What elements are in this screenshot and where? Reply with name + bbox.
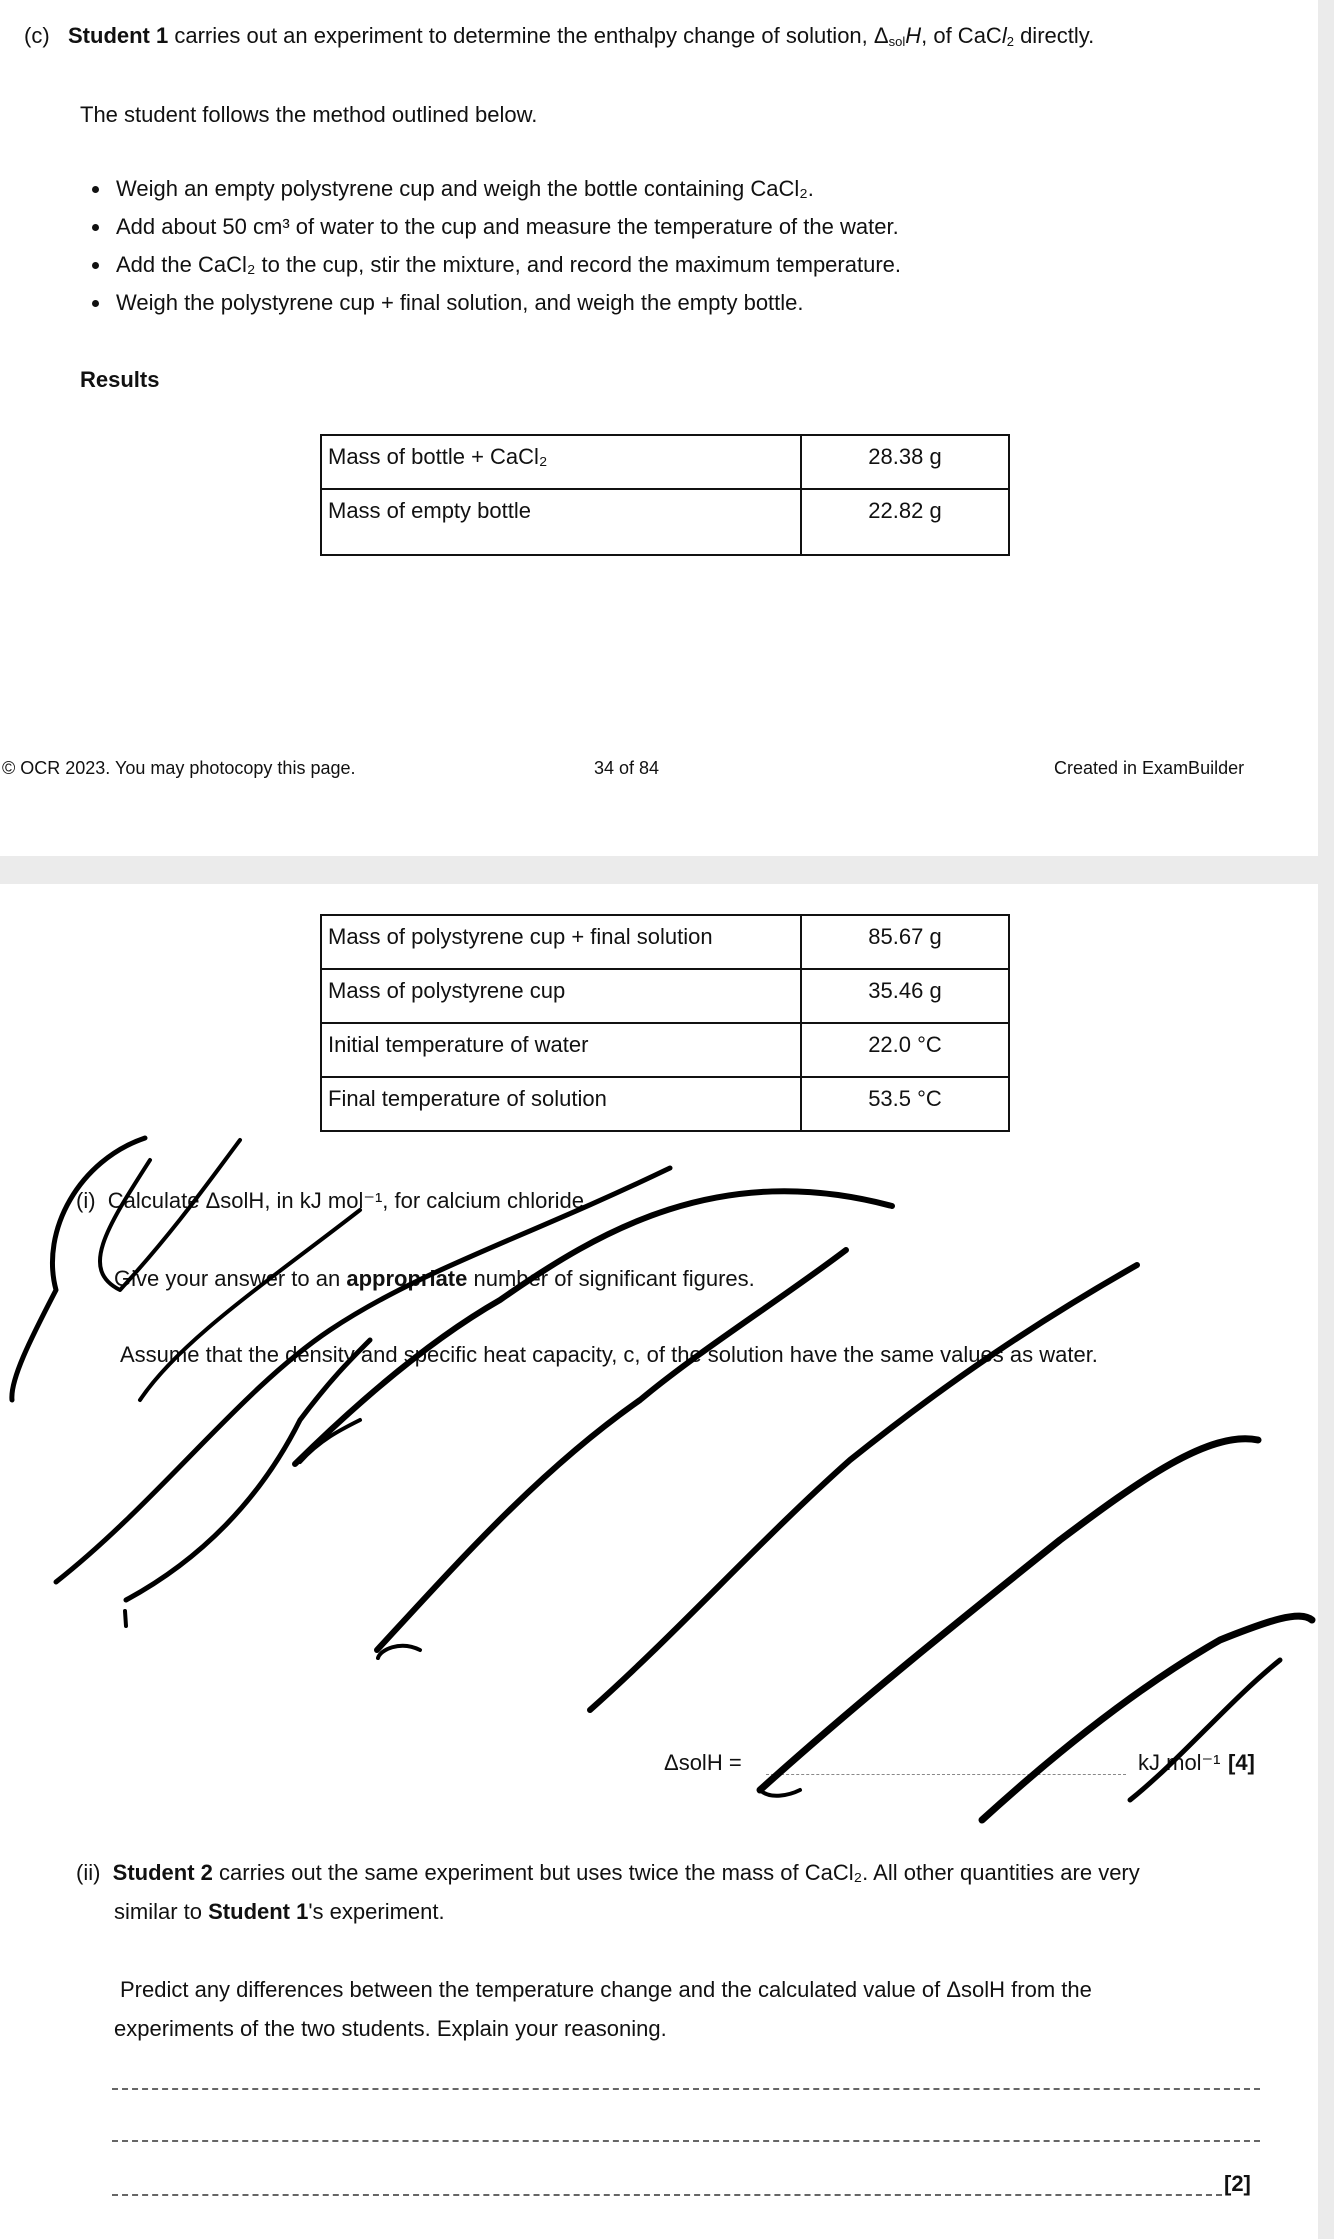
results-table-1 [320,434,1010,556]
bullet-item: • Weigh the polystyrene cup + final solution, and weigh the empty bottle. [112,284,901,322]
bullet-item: • Add about 50 cm³ of water to the cup and measure the temperature of the water. [112,208,901,246]
method-bullets [88,170,901,322]
footer-page-number: 34 of 84 [594,758,660,778]
table-cell-value: 28.38 g [801,435,1009,489]
table-row [321,489,1009,555]
bullet-item: • Add the CaCl₂ to the cup, stir the mixture, and record the maximum temperature. [112,246,901,284]
results-heading: Results [80,367,160,392]
exam-page-1 [0,0,1318,856]
table-cell-value: 53.5 °C [801,1077,1009,1131]
of-text: , of CaC [921,23,1002,48]
student1-bold: Student 1 [68,23,169,48]
part-i-text: Calculate ΔsolH, in kJ mol⁻¹, for calcium chloride. [107,1188,591,1213]
answer-units: kJ mol⁻¹ [1138,1750,1221,1775]
answer-line-1[interactable] [112,2088,1260,2090]
answer-line-2[interactable] [112,2140,1260,2142]
assumption-text: Assume that the density and specific heat capacity, c, of the solution have the same values as water. [120,1342,1098,1367]
part-ii-line2: similar to Student 1's experiment. [114,1899,445,1924]
part-label: (c) [24,23,50,48]
table-cell-value: 22.0 °C [801,1023,1009,1077]
marks-i: [4] [1228,1750,1255,1775]
subscript-two: 2 [1006,34,1014,49]
delta-symbol: Δ [873,23,889,48]
footer-created: Created in ExamBuilder [1054,758,1245,778]
method-intro: The student follows the method outlined below. [80,102,538,127]
part-i-label: (i) [76,1188,96,1213]
table-cell-label: Mass of bottle + CaCl₂ [321,435,801,489]
part-ii-line1: (ii) Student 2 carries out the same experiment but uses twice the mass of CaCl₂. All other quantities are very [76,1860,1140,1885]
predict-line-1: Predict any differences between the temperature change and the calculated value of ΔsolH from the [120,1977,1092,2002]
table-row [321,1023,1009,1077]
part-ii-label: (ii) [76,1860,101,1885]
marks-ii: [2] [1224,2171,1251,2196]
sigfig-instruction: Give your answer to an appropriate number of significant figures. [114,1266,755,1291]
student2-bold: Student 2 [112,1860,213,1885]
table-row [321,435,1009,489]
intro-text: carries out an experiment to determine the enthalpy change of solution, [174,23,868,48]
results-table-2 [320,914,1010,1132]
footer-copyright: © OCR 2023. You may photocopy this page. [2,758,356,778]
table-row [321,1077,1009,1131]
student1-bold: Student 1 [208,1899,309,1924]
table-cell-value: 35.46 g [801,969,1009,1023]
l-letter: l [1001,23,1007,48]
enthalpy-symbol: H [905,23,922,48]
table-cell-label: Mass of empty bottle [321,489,801,555]
table-cell-label: Mass of polystyrene cup [321,969,801,1023]
part-i-question [76,1187,590,1215]
directly-text: directly. [1013,23,1095,48]
exam-page-2 [0,884,1318,2239]
sol-subscript: sol [888,34,906,49]
answer-line-3[interactable] [112,2194,1222,2196]
table-row [321,915,1009,969]
question-c-intro [24,22,1094,56]
table-cell-label: Initial temperature of water [321,1023,801,1077]
answer-prefix: ΔsolH = [664,1750,742,1775]
table-cell-value: 22.82 g [801,489,1009,555]
answer-line[interactable] [766,1774,1126,1775]
bullet-item: • Weigh an empty polystyrene cup and weigh the bottle containing CaCl₂. [112,170,901,208]
table-row [321,969,1009,1023]
table-cell-label: Final temperature of solution [321,1077,801,1131]
table-cell-label: Mass of polystyrene cup + final solution [321,915,801,969]
appropriate-bold: appropriate [346,1266,468,1291]
predict-line-2: experiments of the two students. Explain your reasoning. [114,2016,667,2041]
table-cell-value: 85.67 g [801,915,1009,969]
